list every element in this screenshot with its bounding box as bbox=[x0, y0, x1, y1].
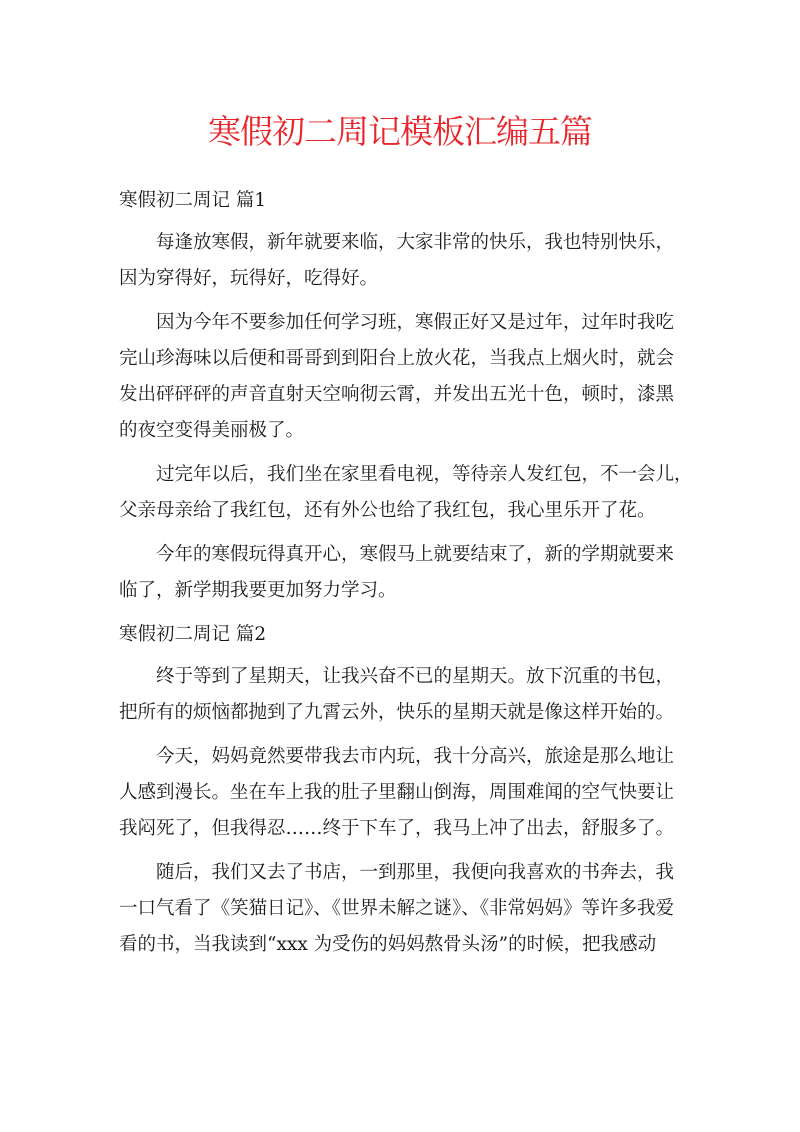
document-body bbox=[119, 183, 693, 971]
paragraph bbox=[119, 537, 685, 609]
paragraph bbox=[119, 305, 685, 449]
text-line: 父亲母亲给了我红包，还有外公也给了我红包，我心里乐开了花。 bbox=[119, 500, 656, 521]
paragraph bbox=[119, 855, 685, 963]
text-line: 完山珍海味以后便和哥哥到到阳台上放火花，当我点上烟火时，就会 bbox=[119, 348, 675, 369]
text-line: 因为穿得好，玩得好，吃得好。 bbox=[119, 268, 379, 289]
text-line: 终于等到了星期天，让我兴奋不已的星期天。放下沉重的书包， bbox=[156, 666, 675, 687]
section-heading: 寒假初二周记 篇1 bbox=[119, 190, 267, 211]
text-line: 随后，我们又去了书店，一到那里，我便向我喜欢的书奔去，我 bbox=[156, 862, 675, 883]
text-line: 把所有的烦恼都抛到了九霄云外，快乐的星期天就是像这样开始的。 bbox=[119, 702, 675, 723]
text-line: 今天，妈妈竟然要带我去市内玩，我十分高兴，旅途是那么地让 bbox=[156, 746, 675, 767]
section-heading: 寒假初二周记 篇2 bbox=[119, 624, 267, 645]
text-line: 发出砰砰砰的声音直射天空响彻云霄，并发出五光十色，顿时，漆黑 bbox=[119, 384, 675, 405]
section bbox=[119, 183, 693, 609]
paragraph bbox=[119, 457, 693, 529]
text-line: 因为今年不要参加任何学习班，寒假正好又是过年，过年时我吃 bbox=[156, 312, 675, 333]
text-line: 的夜空变得美丽极了。 bbox=[119, 420, 305, 441]
paragraph bbox=[119, 225, 685, 297]
text-line: 每逢放寒假，新年就要来临，大家非常的快乐，我也特别快乐， bbox=[156, 232, 675, 253]
text-line: 临了，新学期我要更加努力学习。 bbox=[119, 580, 397, 601]
paragraph bbox=[119, 659, 685, 731]
text-line: 我闷死了，但我得忍……终于下车了，我马上冲了出去，舒服多了。 bbox=[119, 818, 675, 839]
text-line: 看的书，当我读到“xxx 为受伤的妈妈熬骨头汤”的时候，把我感动 bbox=[119, 934, 657, 955]
text-line: 一口气看了《笑猫日记》、《世界未解之谜》、《非常妈妈》等许多我爱 bbox=[119, 898, 675, 919]
section bbox=[119, 617, 685, 963]
document-title: 寒假初二周记模板汇编五篇 bbox=[208, 112, 592, 151]
text-line: 人感到漫长。坐在车上我的肚子里翻山倒海，周围难闻的空气快要让 bbox=[119, 782, 675, 803]
text-line: 过完年以后，我们坐在家里看电视，等待亲人发红包，不一会儿， bbox=[156, 464, 693, 485]
text-line: 今年的寒假玩得真开心，寒假马上就要结束了，新的学期就要来 bbox=[156, 544, 675, 565]
paragraph bbox=[119, 739, 685, 847]
